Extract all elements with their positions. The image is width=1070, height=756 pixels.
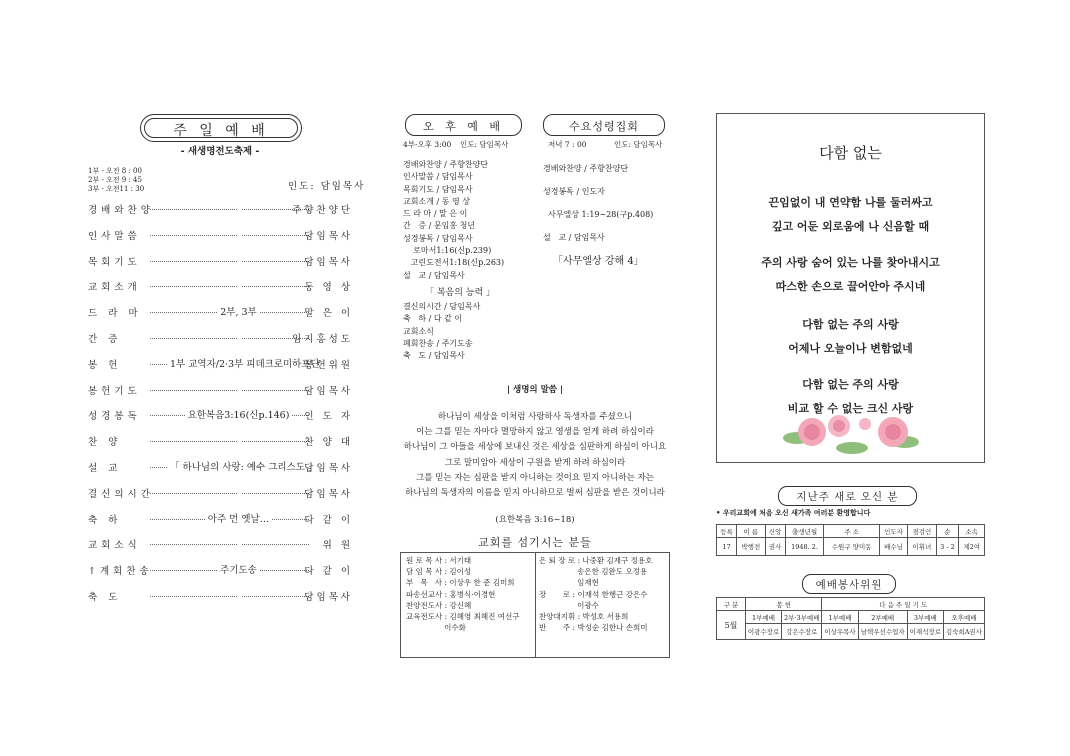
time-1: 1부 - 오전 8 : 00 <box>88 167 142 175</box>
row-person: 담임목사 <box>304 592 353 603</box>
row-detail-text: 1부 교역자/2·3부 피데크로미하프단 <box>170 358 320 370</box>
poem-title: 다함 없는 <box>819 144 882 162</box>
newcomers-cell: 박행전 <box>737 538 765 556</box>
row-label: 목회기도 <box>88 256 141 268</box>
verse-line: 그를 믿는 자는 심판을 받지 아니하는 것이요 믿지 아니하는 자는 <box>416 472 654 483</box>
row-detail-text <box>237 536 241 547</box>
row-person: 찬 양 대 <box>304 437 353 449</box>
newcomers-table <box>716 524 985 556</box>
poem-line: 주의 사랑 숨어 있는 나를 찾아내시고 <box>761 256 940 269</box>
afternoon-order: 경배와찬양 / 주향찬양단 인사말씀 / 담임목사 목회기도 / 담임목사 교회소개 / 동 영 상 드 라 마 / 말 은 이 간 증 / 문임홍 청년 성경봉독 / 담임목사 로마서1:16(신p.239) 고린도전서1:18(신p.263) 설 교 / 담임목사 <box>403 160 505 280</box>
afternoon-leader: 인도: 담임목사 <box>460 140 509 149</box>
verse-line: 하나님이 그 아들을 세상에 보내신 것은 세상을 심판하게 하심이 아니요 <box>403 442 667 453</box>
row-label: 인사말씀 <box>88 230 141 242</box>
row-detail <box>168 588 309 599</box>
row-detail-text <box>237 253 241 264</box>
service-row <box>88 254 353 268</box>
afternoon-order-2: 결신의시간 / 담임목사 축 하 / 다 같 이 교회소식 폐회찬송 / 주기도송 축 도 / 담임목사 <box>403 302 481 361</box>
service-row <box>88 279 353 293</box>
afternoon-time: 4부-오후 3:00 <box>403 140 452 149</box>
row-label: 드 라 마 <box>88 308 142 320</box>
roses-illustration <box>777 398 927 458</box>
sub-header: 2부예배 <box>858 611 907 624</box>
row-label: 봉 헌 <box>88 359 122 371</box>
poem-line: 다함 없는 주의 사랑 <box>802 378 899 391</box>
poem-line: 어제나 오늘이나 변함없네 <box>788 342 913 355</box>
leader-label: 인도: 담임목사 <box>288 181 366 192</box>
service-row <box>88 434 353 448</box>
row-person: 담임목사 <box>304 385 353 397</box>
newcomers-header-cell: 주 소 <box>824 525 879 538</box>
row-detail <box>168 407 309 421</box>
row-person: 동 영 상 <box>304 282 353 294</box>
sub-header: 3부예배 <box>907 611 943 624</box>
row-person: 다 같 이 <box>304 566 353 578</box>
service-times <box>88 167 144 194</box>
service-row <box>88 383 353 397</box>
row-detail <box>168 304 309 318</box>
sub-header: 오후예배 <box>943 611 984 624</box>
service-row <box>88 486 353 500</box>
verse-line: 그로 말미암아 세상이 구원을 받게 하려 하심이라 <box>444 457 626 468</box>
sub-header: 2부·3부예배 <box>782 611 822 624</box>
service-row <box>88 202 353 216</box>
row-detail <box>168 382 309 393</box>
poem-line: 비교 할 수 없는 크신 사랑 <box>787 402 914 415</box>
newcomers-header-cell: 이 름 <box>737 525 765 538</box>
time-3: 3부 - 오전11 : 30 <box>88 185 145 193</box>
wednesday-order: 경배와찬양 / 주향찬양단 성경봉독 / 인도자 사무엘상 1:19~28(구p.408) 설 교 / 담임목사 <box>543 164 654 242</box>
newcomers-cell: 권사 <box>765 538 785 556</box>
newcomers-cell: 1948. 2. <box>785 538 824 556</box>
row-detail <box>168 562 309 576</box>
wednesday-title <box>543 114 665 136</box>
row-detail-text: 요한복음3:16(신p.146) <box>187 410 290 422</box>
row-detail <box>168 485 309 496</box>
service-cell: 이재석장로 <box>907 624 943 640</box>
row-label: 교회소개 <box>88 282 141 294</box>
afternoon-sermon: 「 복음의 능력 」 <box>425 288 496 298</box>
row-detail <box>168 356 320 370</box>
row-detail-text: 아주 먼 옛날… <box>207 513 270 525</box>
newcomers-cell: 17 <box>717 538 737 556</box>
row-detail-text <box>237 201 241 212</box>
service-cell: 이광수장로 <box>746 624 782 640</box>
service-cell: 남택우선수업자 <box>858 624 907 640</box>
servants-left: 원 로 목 사 : 서기태 담 임 목 사 : 김이성 부 목 사 : 이상우 한 준 김미희 파송선교사 : 홍병식·이경현 찬양전도사 : 강신혜 교육전도사 : 김혜영 최혜진 여선구 이수화 <box>406 556 520 633</box>
row-detail-text <box>237 278 241 289</box>
row-detail-text <box>237 382 241 393</box>
service-row <box>88 537 353 551</box>
row-detail-text <box>237 485 241 496</box>
row-person: 인 도 자 <box>304 411 353 423</box>
servants-title: 교회를 섬기시는 분들 <box>478 536 592 549</box>
row-person: 담임목사 <box>304 488 353 500</box>
service-committee-title-text: 예배봉사위원 <box>815 579 883 591</box>
row-person: 주향찬양단 <box>292 205 353 216</box>
service-row <box>88 357 353 371</box>
time-2: 2부 - 오전 9 : 45 <box>88 176 142 184</box>
newcomers-title <box>778 486 917 506</box>
row-detail <box>168 459 318 473</box>
row-label: 설 교 <box>88 463 122 474</box>
sub-header: 1부예배 <box>746 611 782 624</box>
afternoon-title-text: 오 후 예 배 <box>423 120 504 133</box>
row-detail-text <box>237 588 241 599</box>
row-label: 간 증 <box>88 334 122 345</box>
row-detail <box>168 278 309 289</box>
service-cell: 김숙희A권사 <box>943 624 984 640</box>
service-cell: 이상우목사 <box>822 624 858 640</box>
newcomers-data-row <box>717 538 985 556</box>
row-label: 축 하 <box>88 514 122 526</box>
newcomers-header-cell: 점검인 <box>908 525 936 538</box>
row-detail-text <box>237 433 241 444</box>
row-person: 담임목사 <box>304 230 353 242</box>
row-detail <box>168 433 309 444</box>
service-row <box>88 589 353 603</box>
row-person: 담임목사 <box>304 463 353 474</box>
month-cell: 5월 <box>717 611 746 640</box>
poem-line: 다함 없는 주의 사랑 <box>802 318 899 331</box>
sunday-worship-title <box>140 114 302 142</box>
wednesday-leader: 인도: 담임목사 <box>614 140 663 149</box>
row-detail-text <box>237 227 241 238</box>
row-label: 교회소식 <box>88 540 141 552</box>
afternoon-worship-title <box>405 114 522 136</box>
service-row <box>88 228 353 242</box>
service-row <box>88 563 353 577</box>
newcomers-cell: 수원구 양미동 <box>824 538 879 556</box>
row-label: 봉헌기도 <box>88 385 141 397</box>
row-detail <box>168 330 309 341</box>
newcomers-header-cell: 순 <box>936 525 959 538</box>
newcomers-header-cell: 소속 <box>959 525 985 538</box>
verse-title: | 생명의 말씀 | <box>506 385 564 395</box>
row-label: 찬 양 <box>88 437 122 449</box>
service-table <box>716 597 985 640</box>
row-detail <box>168 227 309 238</box>
service-row <box>88 460 353 474</box>
row-detail-text: 「 하나님의 사랑: 예수 그리스도 」 <box>170 462 318 473</box>
poem-box <box>716 113 985 463</box>
service-row <box>88 331 353 345</box>
col-next-prayer: 다 음 주 일 기 도 <box>822 598 985 611</box>
row-person: 담임목사 <box>304 256 353 268</box>
service-row <box>88 408 353 422</box>
newcomers-title-text: 지난주 새로 오신 분 <box>796 491 899 503</box>
row-person: 말 은 이 <box>304 308 353 320</box>
service-committee-title <box>802 574 896 594</box>
poem-line: 깊고 어둔 외로움에 나 신음할 때 <box>771 220 930 233</box>
newcomers-header-cell: 출생년월 <box>785 525 824 538</box>
newcomers-cell: 배수님 <box>879 538 907 556</box>
row-detail-text: 2부, 3부 <box>220 307 257 319</box>
service-cell: 강은수장로 <box>782 624 822 640</box>
verse-line: 하나님이 세상을 이처럼 사랑하사 독생자를 주셨으니 <box>437 412 633 422</box>
row-label: ↑계회찬송 <box>88 566 153 578</box>
service-row <box>88 305 353 319</box>
wednesday-title-text: 수요성령집회 <box>569 120 639 133</box>
col-division: 구 분 <box>717 598 746 611</box>
verse-ref: (요한복음 3:16~18) <box>495 515 575 525</box>
newcomers-header-row <box>717 525 985 538</box>
newcomers-header-cell: 신앙 <box>765 525 785 538</box>
row-detail <box>168 511 309 525</box>
row-detail-text <box>237 330 241 341</box>
row-label: 성경봉독 <box>88 411 141 423</box>
row-person: 다 같 이 <box>304 514 353 526</box>
poem-line: 끈임없이 내 연약함 나를 둘러싸고 <box>768 196 933 209</box>
row-person: 봉헌위원 <box>304 359 353 371</box>
sub-header: 1부예배 <box>822 611 858 624</box>
newcomers-header-cell: 등록 <box>717 525 737 538</box>
newcomers-cell: 이휘녀 <box>908 538 936 556</box>
newcomers-cell: 3 - 2 <box>936 538 959 556</box>
row-detail-text: 주기도송 <box>220 565 257 577</box>
verse-line: 이는 그를 믿는 자마다 멸망하지 않고 영생을 얻게 하려 하심이라 <box>416 427 654 438</box>
wednesday-sermon: 「사무엘상 강해 4」 <box>553 256 644 267</box>
row-label: 축 도 <box>88 592 122 603</box>
newcomers-cell: 제2여 <box>959 538 985 556</box>
poem-line: 따스한 손으로 끌어안아 주시네 <box>775 280 926 293</box>
row-label: 결신의시간 <box>88 488 154 500</box>
service-row <box>88 512 353 526</box>
newcomers-note: • 우리교회에 처음 오신 새가족 여러분 환영합니다 <box>716 509 871 517</box>
row-person: 위 원 <box>322 540 353 552</box>
sunday-subtitle: - 새생명전도축제 - <box>180 146 260 157</box>
col-offering: 봉 헌 <box>746 598 822 611</box>
row-label: 경배와찬양 <box>88 205 154 216</box>
newcomers-header-cell: 인도자 <box>879 525 907 538</box>
row-detail <box>168 253 309 264</box>
sunday-worship-title-text: 주 일 예 배 <box>173 123 269 139</box>
row-detail <box>168 536 309 547</box>
verse-line: 하나님의 독생자의 이름을 믿지 아니하므로 벌써 심판을 받은 것이니라 <box>405 488 665 498</box>
row-person: 임지홍성도 <box>292 334 353 345</box>
wednesday-time: 저녁 7 : 00 <box>548 140 587 149</box>
servants-right: 은 퇴 장 로 : 나중환 김재구 정용호 송은한 김완도 오정용 임재현 장 로 : 이재석 한행근 강은수 이광수 찬양대지휘 : 박성호 서용희 반 주 : 박성순 김한나 손희미 <box>539 556 653 633</box>
row-detail <box>168 201 309 212</box>
